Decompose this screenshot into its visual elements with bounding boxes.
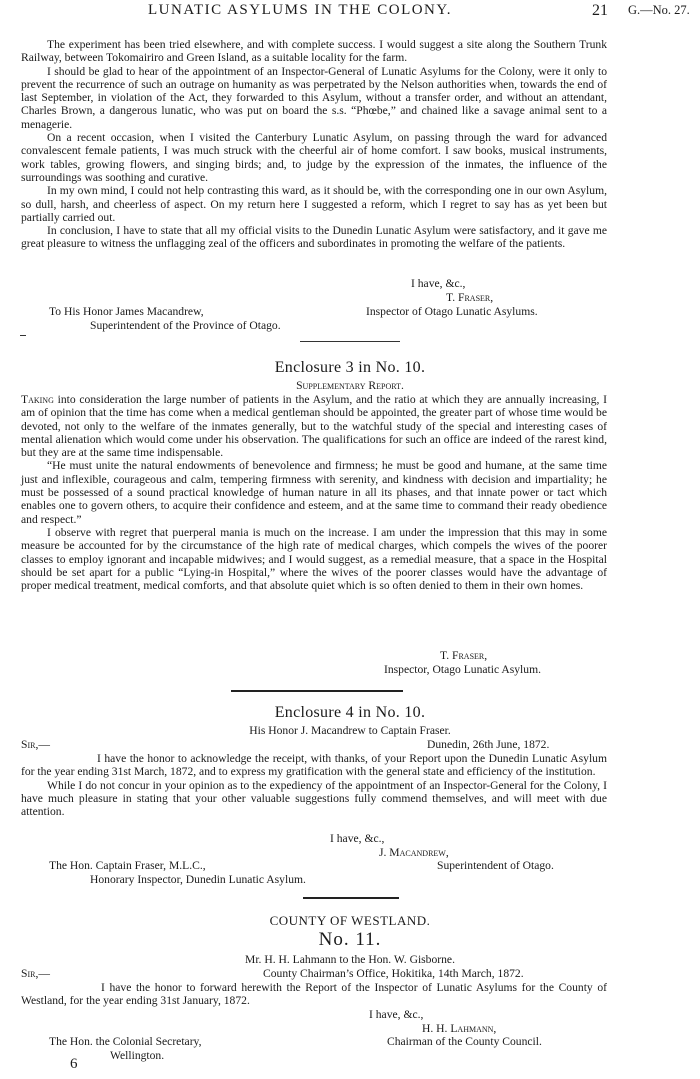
paragraph: In conclusion, I have to state that all my official visits to the Dunedin Lunatic Asylum were satisfactory, and it gave me great pleasure to witness the unflagging zeal of the officers and subordinates in promoting the welfare of the patients.	[21, 224, 607, 251]
salutation: Sir,—	[21, 738, 50, 751]
salutation: Sir,—	[21, 967, 50, 980]
document-reference: G.—No. 27.	[628, 3, 690, 17]
marginal-mark	[20, 335, 26, 336]
place-date: Dunedin, 26th June, 1872.	[427, 738, 550, 751]
enclosure-4-heading: Enclosure 4 in No. 10.	[274, 704, 426, 721]
closing: I have, &c.,	[411, 277, 466, 290]
addressee: The Hon. the Colonial Secretary,	[49, 1035, 202, 1048]
top-letter-body	[21, 38, 607, 251]
closing: I have, &c.,	[369, 1008, 424, 1021]
paragraph: I have the honor to acknowledge the receipt, with thanks, of your Report upon the Dunedin Lunatic Asylum for the year ending 31st March, 1872, and to express my gratification with the general state and efficiency of the institution.	[21, 752, 607, 779]
printer-signature-mark: 6	[70, 1056, 78, 1072]
enclosure-4-body	[21, 752, 607, 818]
lead-word: Taking	[21, 393, 54, 406]
signature: T. Fraser,	[440, 649, 488, 662]
running-header	[0, 2, 700, 22]
addressee: To His Honor James Macandrew,	[49, 305, 204, 318]
signer-title: Inspector of Otago Lunatic Asylums.	[366, 305, 538, 318]
page-number: 21	[592, 2, 608, 19]
paragraph: While I do not concur in your opinion as to the expediency of the appointment of an Inspector-General for the Colony, I have much pleasure in stating that your other valuable suggestions fully commend themselves, and will meet with due attention.	[21, 778, 607, 819]
paragraph: In my own mind, I could not help contrasting this ward, as it should be, with the corresponding one in our own Asylum, so dull, harsh, and cheerless of aspect. On my return here I suggested a reform, which I regret to say has as yet been but partially carried out.	[21, 184, 607, 224]
paragraph: I should be glad to hear of the appointment of an Inspector-General of Lunatic Asylums for the Colony, were it only to prevent the recurrence of such an outrage on humanity as was perpetrated by the Nelson authorities when, towards the end of last September, in violation of the Act, they forwarded to this Asylum, without a transfer order, and without an attendant, Charles Brown, a dangerous lunatic, who was put on board the s.s. “Phœbe,” and chained like a savage animal sent to a menagerie.	[21, 64, 607, 131]
addressee: Honorary Inspector, Dunedin Lunatic Asylum.	[90, 873, 306, 886]
westland-body	[21, 981, 607, 1008]
paragraph: I observe with regret that puerperal mania is much on the increase. I am under the impression that this may in some measure be accounted for by the circumstance of the high rate of medical charges, which compels the wives of the poorer classes to employ ignorant and incapable midwives; and I would suggest, as a remedial measure, that a space in the Hospital should be set apart for a public “Lying-in Hospital,” where the wives of the poorer classes would have the advantage of proper medical treatment, medical comforts, and that absolute quiet which is so often denied to them in their own homes.	[21, 525, 607, 593]
running-title: LUNATIC ASYLUMS IN THE COLONY.	[148, 2, 453, 18]
paragraph: On a recent occasion, when I visited the Canterbury Lunatic Asylum, on passing through the ward for advanced convalescent female patients, I was much struck with the cheerful air of home comfort. I saw books, musical instruments, work tables, growing flowers, and singing birds; and, to judge by the expression of the inmates, the influence of the surroundings was soothing and curative.	[21, 131, 607, 184]
signature: H. H. Lahmann,	[422, 1022, 497, 1035]
paragraph	[21, 393, 607, 459]
closing: I have, &c.,	[330, 832, 385, 845]
block-quote: “He must unite the natural endowments of benevolence and firmness; he must be good and humane, at the same time just and inflexible, courageous and calm, tempering firmness with serenity, and kindness with decision and impartiality; he must be possessed of a sound practical knowledge of human nature in all its phases, and that innate power or tact which enables one to govern others, to acquire their confidence and esteem, and at the same time to command their ready obedience and respect.”	[21, 459, 607, 526]
section-rule	[300, 341, 400, 342]
enclosure-3-body	[21, 393, 607, 592]
county-heading: COUNTY OF WESTLAND.	[269, 913, 431, 928]
section-rule	[231, 690, 403, 692]
place-date: County Chairman’s Office, Hokitika, 14th March, 1872.	[263, 967, 524, 980]
addressee: Superintendent of the Province of Otago.	[90, 319, 281, 332]
number-heading: No. 11.	[318, 929, 382, 950]
addressee: The Hon. Captain Fraser, M.L.C.,	[49, 859, 206, 872]
enclosure-3-subheading: Supplementary Report.	[296, 379, 404, 392]
signature: T. Fraser,	[446, 291, 494, 304]
signature: J. Macandrew,	[379, 846, 449, 859]
paragraph-text: into consideration the large number of patients in the Asylum, and the ratio at which they are annually increasing, I am of opinion that the time has come when a medical gentleman should be appointed, the greater part of whose time would be devoted, not only to the welfare of the inmates generally, but to the watchful study of the special and interesting cases of mental alienation which would come under his observation. The qualifications for such an office are indeed of the rarest kind, but they are at the same time indispensable.	[21, 393, 607, 460]
paragraph: I have the honor to forward herewith the Report of the Inspector of Lunatic Asylums for the County of Westland, for the year ending 31st January, 1872.	[21, 981, 607, 1008]
westland-from-to: Mr. H. H. Lahmann to the Hon. W. Gisborne.	[245, 953, 455, 966]
section-rule	[303, 897, 399, 899]
signer-title: Chairman of the County Council.	[387, 1035, 542, 1048]
enclosure-3-heading: Enclosure 3 in No. 10.	[274, 359, 426, 376]
addressee: Wellington.	[110, 1049, 165, 1062]
signer-title: Inspector, Otago Lunatic Asylum.	[384, 663, 541, 676]
enclosure-4-from-to: His Honor J. Macandrew to Captain Fraser.	[249, 724, 451, 737]
paragraph: The experiment has been tried elsewhere, and with complete success. I would suggest a site along the Southern Trunk Railway, between Tokomairiro and Green Island, as a suitable locality for the farm.	[21, 38, 607, 65]
signer-title: Superintendent of Otago.	[437, 859, 554, 872]
